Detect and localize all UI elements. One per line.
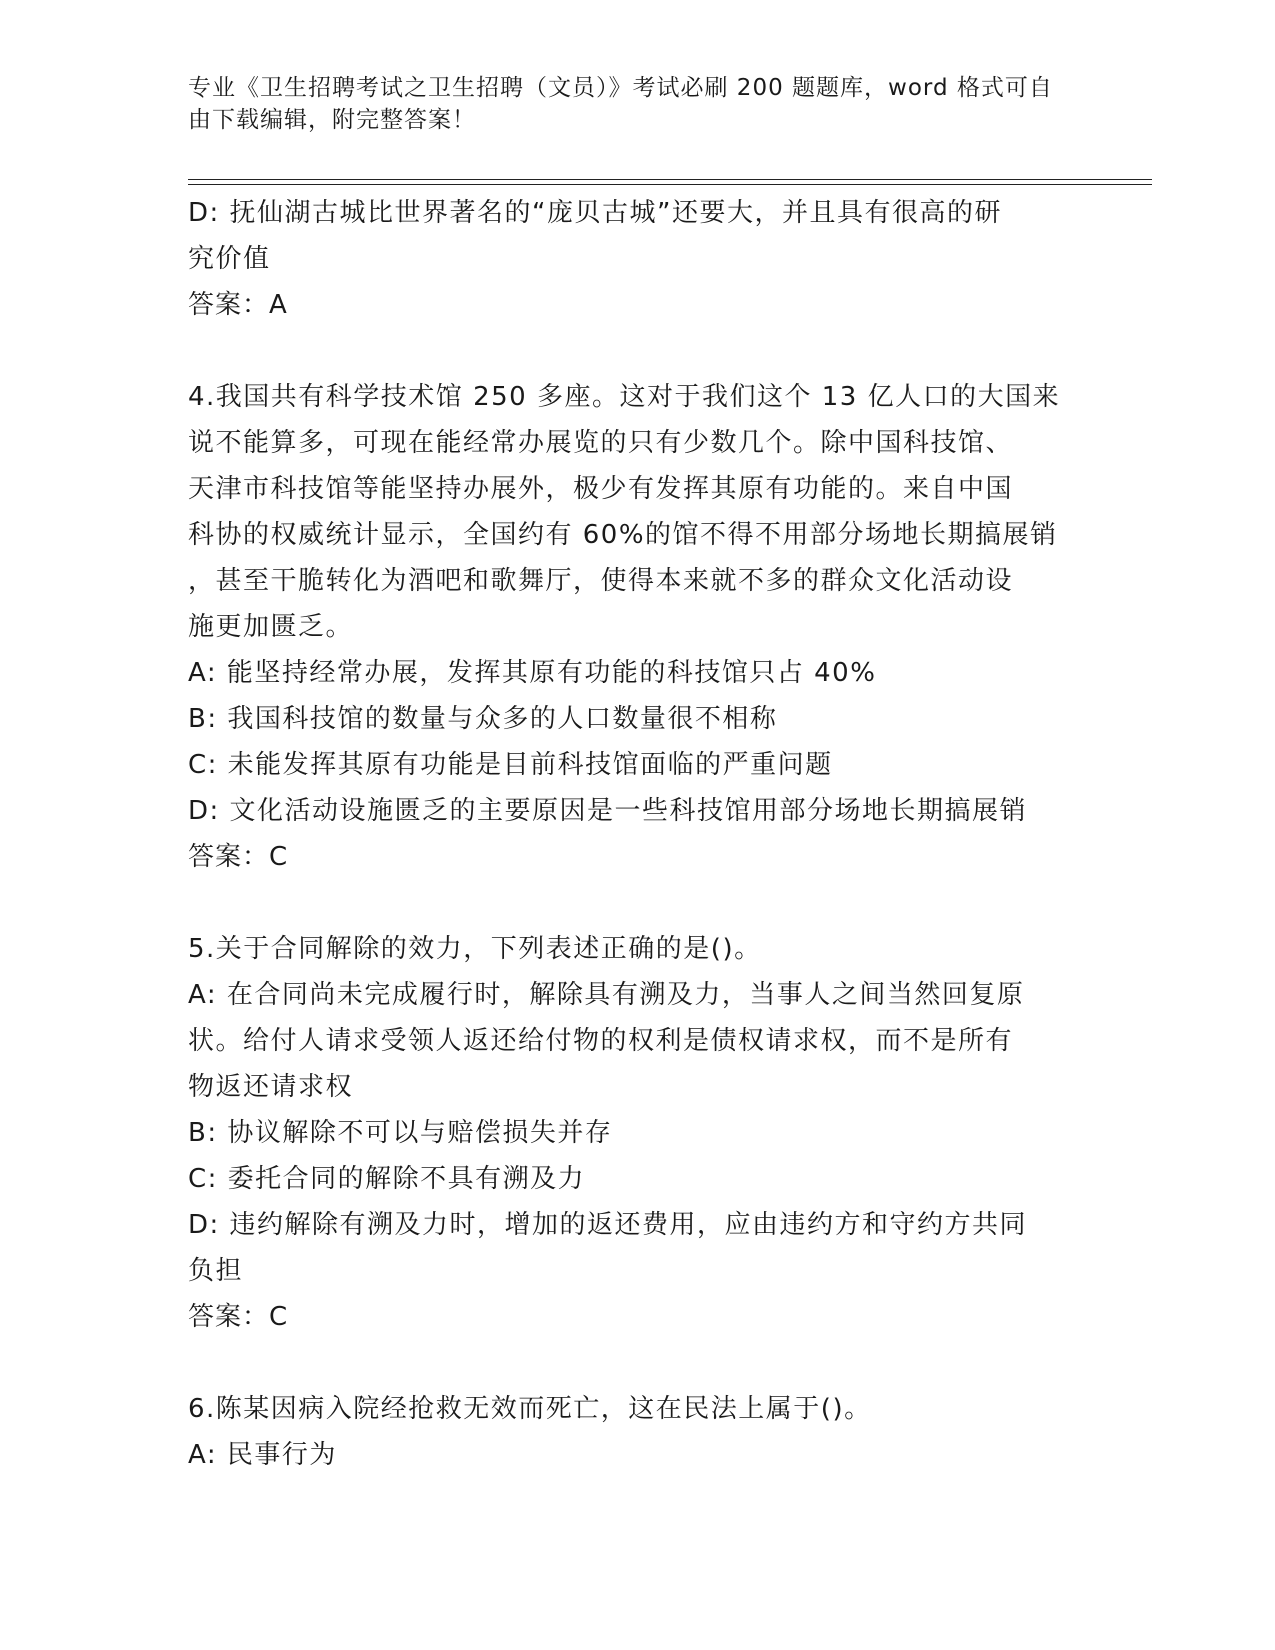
- header-title-line-1: 专业《卫生招聘考试之卫生招聘（文员）》考试必刷 200 题题库，word 格式可自: [188, 75, 1053, 101]
- q5-option-a-line-3: 物返还请求权: [188, 1072, 354, 1102]
- q4-stem-line-2: 说不能算多，可现在能经常办展览的只有少数几个。除中国科技馆、: [188, 428, 1014, 458]
- q5-option-d-line-1: D: 违约解除有溯及力时，增加的返还费用，应由违约方和守约方共同: [188, 1210, 1028, 1240]
- spacer: [188, 328, 1088, 374]
- header-title-line-2: 由下载编辑，附完整答案！: [188, 107, 476, 133]
- header-divider-bottom: [188, 184, 1152, 185]
- q5-answer: 答案：C: [188, 1302, 289, 1332]
- q4-option-b: B: 我国科技馆的数量与众多的人口数量很不相称: [188, 704, 778, 734]
- question-3-tail: [188, 190, 1088, 328]
- q3-option-d-line-1: D: 抚仙湖古城比世界著名的“庞贝古城”还要大，并且具有很高的研: [188, 198, 1002, 228]
- q4-stem-line-4: 科协的权威统计显示，全国约有 60%的馆不得不用部分场地长期搞展销: [188, 520, 1058, 550]
- spacer: [188, 880, 1088, 926]
- spacer: [188, 1340, 1088, 1386]
- q6-option-a: A: 民事行为: [188, 1440, 337, 1470]
- q3-option-d-line-2: 究价值: [188, 244, 271, 274]
- q4-option-d: D: 文化活动设施匮乏的主要原因是一些科技馆用部分场地长期搞展销: [188, 796, 1028, 826]
- q5-stem: 5.关于合同解除的效力，下列表述正确的是()。: [188, 934, 762, 964]
- q5-option-d-line-2: 负担: [188, 1256, 244, 1286]
- q4-stem-line-3: 天津市科技馆等能坚持办展外，极少有发挥其原有功能的。来自中国: [188, 474, 1014, 504]
- q6-stem: 6.陈某因病入院经抢救无效而死亡，这在民法上属于()。: [188, 1394, 872, 1424]
- q4-stem-line-1: 4.我国共有科学技术馆 250 多座。这对于我们这个 13 亿人口的大国来: [188, 382, 1061, 412]
- q5-option-a-line-1: A: 在合同尚未完成履行时，解除具有溯及力，当事人之间当然回复原: [188, 980, 1025, 1010]
- q5-option-c: C: 委托合同的解除不具有溯及力: [188, 1164, 586, 1194]
- q3-answer: 答案：A: [188, 290, 288, 320]
- q4-option-a: A: 能坚持经常办展，发挥其原有功能的科技馆只占 40%: [188, 658, 877, 688]
- header-divider-top: [188, 179, 1152, 180]
- q4-answer: 答案：C: [188, 842, 289, 872]
- question-5: [188, 926, 1088, 1340]
- document-body: [188, 190, 1088, 1478]
- q4-stem-line-6: 施更加匮乏。: [188, 612, 354, 642]
- q5-option-a-line-2: 状。给付人请求受领人返还给付物的权利是债权请求权，而不是所有: [188, 1026, 1014, 1056]
- question-6: [188, 1386, 1088, 1478]
- q4-option-c: C: 未能发挥其原有功能是目前科技馆面临的严重问题: [188, 750, 833, 780]
- q5-option-b: B: 协议解除不可以与赔偿损失并存: [188, 1118, 613, 1148]
- question-4: [188, 374, 1088, 880]
- q4-stem-line-5: ，甚至干脆转化为酒吧和歌舞厅，使得本来就不多的群众文化活动设: [188, 566, 1014, 596]
- document-header: [188, 72, 1068, 136]
